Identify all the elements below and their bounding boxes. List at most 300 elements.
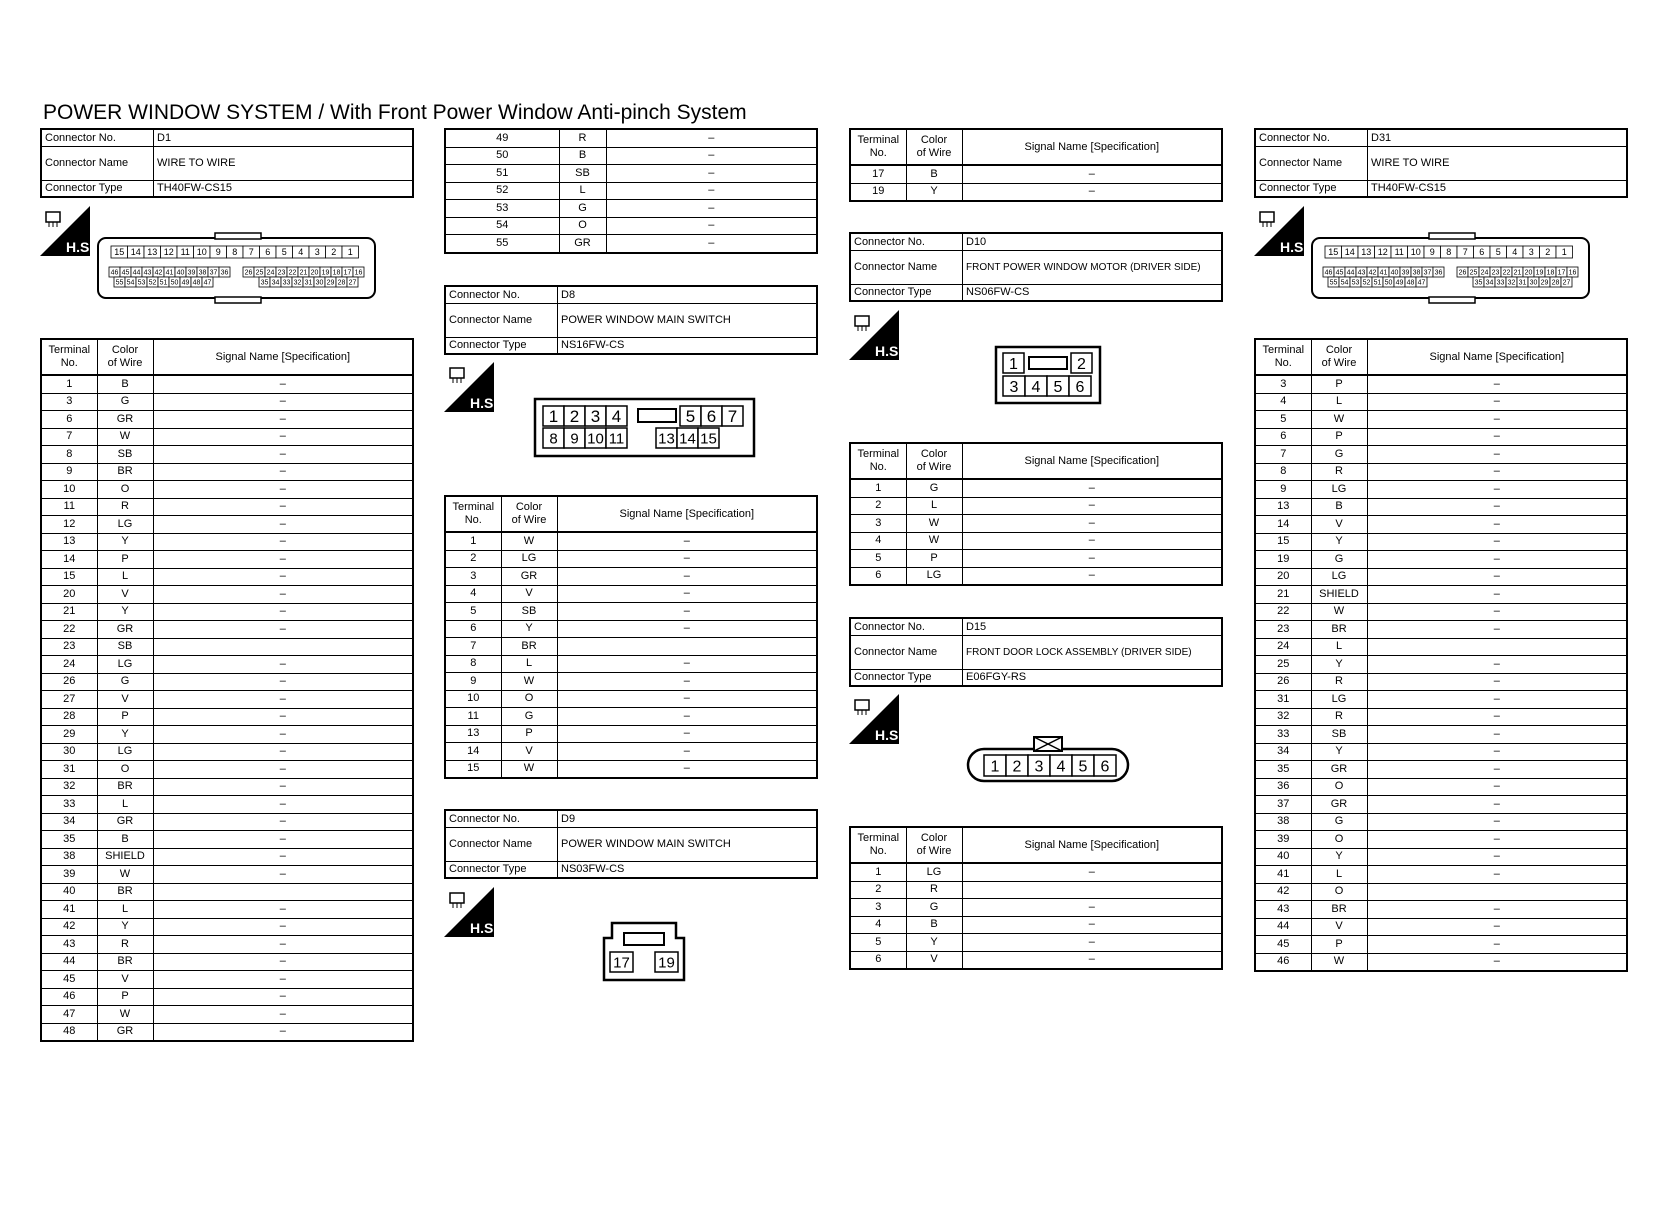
terminal-no-cell: 9 xyxy=(445,673,501,691)
pin-number: 44 xyxy=(1346,269,1355,277)
signal-name-cell: – xyxy=(1367,866,1627,884)
wire-color-cell: LG xyxy=(1311,568,1367,586)
terminal-no-cell: 17 xyxy=(850,165,906,183)
terminal-no-cell: 32 xyxy=(1255,708,1311,726)
wire-color-cell: Y xyxy=(1311,656,1367,674)
pin-number: 14 xyxy=(130,247,141,258)
pin-number: 14 xyxy=(1344,247,1355,258)
signal-name-cell: – xyxy=(962,567,1222,585)
pin-number: 29 xyxy=(326,279,335,287)
table-row xyxy=(41,726,413,744)
terminal-table-d10 xyxy=(849,442,1223,586)
header-terminal-no: Terminal No. xyxy=(850,129,906,165)
wire-color-cell: G xyxy=(1311,551,1367,569)
pin-number: 2 xyxy=(1077,355,1086,373)
table-row xyxy=(41,1023,413,1041)
wire-color-cell: Y xyxy=(1311,533,1367,551)
terminal-no-cell: 6 xyxy=(1255,428,1311,446)
table-row xyxy=(1255,918,1627,936)
terminal-no-cell: 24 xyxy=(1255,638,1311,656)
label-connector-no: Connector No. xyxy=(1255,129,1368,146)
terminal-no-cell: 48 xyxy=(41,1023,97,1041)
wire-color-cell: BR xyxy=(97,778,153,796)
pin-number: 29 xyxy=(1540,279,1549,287)
signal-name-cell: – xyxy=(153,848,413,866)
wire-color-cell: P xyxy=(1311,936,1367,954)
terminal-no-cell: 51 xyxy=(445,165,559,183)
pin-number: 54 xyxy=(126,279,135,287)
pin-number: 3 xyxy=(1009,378,1019,396)
table-row xyxy=(1255,813,1627,831)
table-row xyxy=(445,217,817,235)
terminal-no-cell: 7 xyxy=(445,638,501,656)
label-connector-no: Connector No. xyxy=(445,810,558,827)
signal-name-cell: – xyxy=(1367,796,1627,814)
terminal-table-d31 xyxy=(1254,338,1628,972)
wire-color-cell: Y xyxy=(97,726,153,744)
terminal-no-cell: 46 xyxy=(41,988,97,1006)
signal-name-cell: – xyxy=(557,603,817,621)
signal-name-cell: – xyxy=(557,532,817,550)
wire-color-cell: W xyxy=(906,515,962,533)
signal-name-cell: – xyxy=(962,899,1222,917)
terminal-no-cell: 34 xyxy=(41,813,97,831)
header-color-of-wire: Color of Wire xyxy=(906,443,962,479)
pin-number: 1 xyxy=(548,407,559,427)
signal-name-cell: – xyxy=(557,760,817,778)
label-connector-no: Connector No. xyxy=(41,129,154,146)
wire-color-cell: W xyxy=(97,866,153,884)
table-row xyxy=(1255,796,1627,814)
wire-color-cell: L xyxy=(97,568,153,586)
signal-name-cell: – xyxy=(1367,901,1627,919)
table-row xyxy=(1255,498,1627,516)
wire-color-cell: P xyxy=(906,550,962,568)
terminal-no-cell: 27 xyxy=(41,691,97,709)
pin-number: 17 xyxy=(613,954,630,972)
signal-name-cell: – xyxy=(606,217,817,235)
table-row xyxy=(445,743,817,761)
terminal-no-cell: 25 xyxy=(1255,656,1311,674)
pin-number: 11 xyxy=(180,247,190,258)
terminal-no-cell: 52 xyxy=(445,182,559,200)
pin-number: 1 xyxy=(1561,247,1567,258)
pin-number: 4 xyxy=(1031,378,1041,396)
d8-connector-face xyxy=(534,398,756,458)
signal-name-cell: – xyxy=(153,393,413,411)
table-row xyxy=(850,863,1222,881)
wire-color-cell: B xyxy=(97,831,153,849)
signal-name-cell: – xyxy=(153,446,413,464)
wire-color-cell: BR xyxy=(97,463,153,481)
signal-name-cell: – xyxy=(1367,551,1627,569)
pin-number: 5 xyxy=(1053,378,1063,396)
table-row xyxy=(445,235,817,253)
pin-number: 14 xyxy=(679,430,696,448)
pin-number: 48 xyxy=(192,279,201,287)
wire-color-cell: R xyxy=(906,881,962,899)
wire-color-cell: R xyxy=(1311,463,1367,481)
wire-color-cell: B xyxy=(906,916,962,934)
terminal-no-cell: 23 xyxy=(1255,621,1311,639)
pin-number: 55 xyxy=(1329,279,1338,287)
pin-number: 4 xyxy=(298,247,304,258)
d1-connector-face xyxy=(97,232,377,304)
header-color-of-wire: Color of Wire xyxy=(906,129,962,165)
terminal-no-cell: 8 xyxy=(41,446,97,464)
wire-color-cell: B xyxy=(559,147,606,165)
table-row xyxy=(1255,936,1627,954)
pin-number: 18 xyxy=(1546,269,1555,277)
label-connector-name: Connector Name xyxy=(445,303,558,337)
terminal-no-cell: 33 xyxy=(41,796,97,814)
terminal-no-cell: 1 xyxy=(445,532,501,550)
wire-color-cell: W xyxy=(1311,411,1367,429)
signal-name-cell: – xyxy=(153,796,413,814)
wire-color-cell: L xyxy=(559,182,606,200)
table-row xyxy=(850,567,1222,585)
table-header-row xyxy=(1255,339,1627,375)
wire-color-cell: GR xyxy=(97,621,153,639)
signal-name-cell: – xyxy=(1367,498,1627,516)
table-row xyxy=(41,673,413,691)
pin-number: 20 xyxy=(1524,269,1533,277)
signal-name-cell: – xyxy=(153,603,413,621)
terminal-no-cell: 10 xyxy=(41,481,97,499)
table-row xyxy=(445,550,817,568)
signal-name-cell: – xyxy=(1367,411,1627,429)
pin-number: 40 xyxy=(176,269,185,277)
signal-name-cell: – xyxy=(606,235,817,253)
terminal-no-cell: 1 xyxy=(850,863,906,881)
table-row xyxy=(445,690,817,708)
table-row xyxy=(445,603,817,621)
pin-number: 6 xyxy=(706,407,717,427)
pin-number: 22 xyxy=(1502,269,1511,277)
signal-name-cell: – xyxy=(1367,375,1627,393)
signal-name-cell: – xyxy=(962,550,1222,568)
terminal-no-cell: 4 xyxy=(850,916,906,934)
label-connector-no: Connector No. xyxy=(850,233,963,250)
pin-number: 13 xyxy=(658,430,675,448)
wire-color-cell: BR xyxy=(1311,621,1367,639)
wire-color-cell: G xyxy=(1311,813,1367,831)
label-connector-type: Connector Type xyxy=(445,337,558,354)
table-header-row xyxy=(850,443,1222,479)
signal-name-cell: – xyxy=(1367,743,1627,761)
signal-name-cell: – xyxy=(557,655,817,673)
wire-color-cell: LG xyxy=(97,516,153,534)
pin-number: 8 xyxy=(549,430,558,448)
signal-name-cell: – xyxy=(1367,761,1627,779)
pin-number: 54 xyxy=(1340,279,1349,287)
terminal-no-cell: 39 xyxy=(1255,831,1311,849)
header-terminal-no: Terminal No. xyxy=(850,443,906,479)
table-row xyxy=(41,901,413,919)
table-row xyxy=(850,899,1222,917)
wire-color-cell: BR xyxy=(97,953,153,971)
terminal-no-cell: 26 xyxy=(1255,673,1311,691)
connector-name-value: FRONT DOOR LOCK ASSEMBLY (DRIVER SIDE) xyxy=(963,635,1223,669)
label-connector-name: Connector Name xyxy=(1255,146,1368,180)
header-signal-name: Signal Name [Specification] xyxy=(557,496,817,532)
pin-number: 26 xyxy=(244,269,253,277)
signal-name-cell: – xyxy=(1367,726,1627,744)
table-row xyxy=(41,813,413,831)
signal-name-cell: – xyxy=(153,375,413,393)
signal-name-cell: – xyxy=(1367,831,1627,849)
pin-number: 52 xyxy=(1362,279,1371,287)
terminal-no-cell: 5 xyxy=(850,934,906,952)
wire-color-cell: G xyxy=(97,393,153,411)
signal-name-cell: – xyxy=(153,708,413,726)
signal-name-cell xyxy=(153,638,413,656)
signal-name-cell: – xyxy=(153,778,413,796)
pin-number: 5 xyxy=(685,407,696,427)
signal-name-cell: – xyxy=(962,497,1222,515)
terminal-no-cell: 38 xyxy=(1255,813,1311,831)
terminal-no-cell: 41 xyxy=(41,901,97,919)
hs-icon xyxy=(444,887,498,937)
pin-number: 30 xyxy=(1529,279,1538,287)
pin-number: 32 xyxy=(1507,279,1516,287)
terminal-no-cell: 26 xyxy=(41,673,97,691)
pin-number: 4 xyxy=(611,407,622,427)
wire-color-cell: V xyxy=(1311,918,1367,936)
table-header-row xyxy=(850,827,1222,863)
terminal-no-cell: 2 xyxy=(445,550,501,568)
table-row xyxy=(445,673,817,691)
table-row xyxy=(41,516,413,534)
table-row xyxy=(1255,708,1627,726)
d15-connector-face xyxy=(966,735,1130,785)
signal-name-cell: – xyxy=(1367,428,1627,446)
table-row xyxy=(1255,831,1627,849)
pin-number: 43 xyxy=(1357,269,1366,277)
pin-number: 46 xyxy=(110,269,119,277)
terminal-no-cell: 7 xyxy=(1255,446,1311,464)
pin-number: 9 xyxy=(570,430,579,448)
table-header-row xyxy=(445,496,817,532)
terminal-no-cell: 45 xyxy=(1255,936,1311,954)
wire-color-cell: G xyxy=(559,200,606,218)
hs-icon xyxy=(849,310,903,360)
pin-number: 21 xyxy=(299,269,308,277)
terminal-no-cell: 6 xyxy=(850,951,906,969)
wire-color-cell: GR xyxy=(501,568,557,586)
signal-name-cell: – xyxy=(557,743,817,761)
table-row xyxy=(41,1006,413,1024)
table-row xyxy=(1255,446,1627,464)
wire-color-cell: G xyxy=(97,673,153,691)
table-row xyxy=(41,708,413,726)
signal-name-cell: – xyxy=(606,165,817,183)
connector-type-value: TH40FW-CS15 xyxy=(1368,180,1628,197)
table-row xyxy=(41,656,413,674)
pin-number: 7 xyxy=(727,407,738,427)
connector-name-value: FRONT POWER WINDOW MOTOR (DRIVER SIDE) xyxy=(963,250,1223,284)
pin-number: 30 xyxy=(315,279,324,287)
connector-name-value: WIRE TO WIRE xyxy=(154,146,414,180)
pin-number: 50 xyxy=(170,279,179,287)
table-row xyxy=(445,532,817,550)
terminal-no-cell: 5 xyxy=(445,603,501,621)
pin-number: 35 xyxy=(1474,279,1483,287)
signal-name-cell: – xyxy=(962,863,1222,881)
pin-number: 31 xyxy=(1518,279,1527,287)
connector-info-d9 xyxy=(444,809,818,879)
terminal-no-cell: 36 xyxy=(1255,778,1311,796)
pin-number: 24 xyxy=(1480,269,1489,277)
signal-name-cell: – xyxy=(962,183,1222,201)
wire-color-cell: GR xyxy=(1311,796,1367,814)
table-row xyxy=(1255,603,1627,621)
wire-color-cell: O xyxy=(1311,778,1367,796)
wire-color-cell: LG xyxy=(1311,691,1367,709)
terminal-no-cell: 1 xyxy=(41,375,97,393)
terminal-no-cell: 8 xyxy=(1255,463,1311,481)
wire-color-cell: GR xyxy=(559,235,606,253)
hs-label: H.S. xyxy=(1280,239,1308,255)
terminal-no-cell: 33 xyxy=(1255,726,1311,744)
wire-color-cell: W xyxy=(97,1006,153,1024)
header-color-of-wire: Color of Wire xyxy=(1311,339,1367,375)
wire-color-cell: GR xyxy=(97,1023,153,1041)
pin-number: 2 xyxy=(569,407,580,427)
pin-number: 55 xyxy=(115,279,124,287)
table-row xyxy=(850,532,1222,550)
wire-color-cell: O xyxy=(1311,883,1367,901)
label-connector-name: Connector Name xyxy=(41,146,154,180)
signal-name-cell: – xyxy=(153,568,413,586)
signal-name-cell: – xyxy=(557,585,817,603)
table-row xyxy=(1255,673,1627,691)
pin-number: 45 xyxy=(121,269,130,277)
table-row xyxy=(850,916,1222,934)
hs-label: H.S. xyxy=(470,395,498,411)
table-row xyxy=(1255,621,1627,639)
table-row xyxy=(850,951,1222,969)
terminal-no-cell: 1 xyxy=(850,479,906,497)
header-signal-name: Signal Name [Specification] xyxy=(962,827,1222,863)
page-title: POWER WINDOW SYSTEM / With Front Power Window Anti-pinch System xyxy=(43,101,747,124)
terminal-no-cell: 7 xyxy=(41,428,97,446)
pin-number: 2 xyxy=(1012,758,1022,776)
hs-label: H.S. xyxy=(66,239,94,255)
hs-icon xyxy=(444,362,498,412)
pin-number: 23 xyxy=(277,269,286,277)
wire-color-cell: Y xyxy=(97,603,153,621)
pin-number: 3 xyxy=(1528,247,1534,258)
table-row xyxy=(41,551,413,569)
signal-name-cell: – xyxy=(962,951,1222,969)
terminal-no-cell: 44 xyxy=(1255,918,1311,936)
pin-number: 22 xyxy=(288,269,297,277)
table-row xyxy=(850,881,1222,899)
pin-number: 47 xyxy=(203,279,212,287)
terminal-table-d8 xyxy=(444,495,818,779)
wire-color-cell: GR xyxy=(97,411,153,429)
wire-color-cell: G xyxy=(501,708,557,726)
terminal-no-cell: 43 xyxy=(41,936,97,954)
pin-number: 16 xyxy=(354,269,363,277)
terminal-no-cell: 5 xyxy=(1255,411,1311,429)
terminal-no-cell: 44 xyxy=(41,953,97,971)
signal-name-cell: – xyxy=(1367,848,1627,866)
pin-number: 49 xyxy=(181,279,190,287)
signal-name-cell: – xyxy=(962,479,1222,497)
terminal-no-cell: 54 xyxy=(445,217,559,235)
pin-number: 1 xyxy=(1009,355,1018,373)
connector-info-d31 xyxy=(1254,128,1628,198)
signal-name-cell: – xyxy=(153,656,413,674)
wire-color-cell: V xyxy=(97,691,153,709)
signal-name-cell: – xyxy=(1367,936,1627,954)
signal-name-cell: – xyxy=(153,813,413,831)
header-signal-name: Signal Name [Specification] xyxy=(962,443,1222,479)
table-row xyxy=(1255,691,1627,709)
table-row xyxy=(41,971,413,989)
terminal-no-cell: 3 xyxy=(1255,375,1311,393)
signal-name-cell: – xyxy=(1367,778,1627,796)
wire-color-cell: LG xyxy=(97,743,153,761)
wire-color-cell: R xyxy=(97,936,153,954)
label-connector-type: Connector Type xyxy=(1255,180,1368,197)
table-row xyxy=(850,479,1222,497)
wire-color-cell: L xyxy=(97,796,153,814)
label-connector-type: Connector Type xyxy=(850,284,963,301)
wire-color-cell: Y xyxy=(97,533,153,551)
header-color-of-wire: Color of Wire xyxy=(501,496,557,532)
pin-number: 7 xyxy=(1462,247,1468,258)
pin-number: 20 xyxy=(310,269,319,277)
header-terminal-no: Terminal No. xyxy=(1255,339,1311,375)
wire-color-cell: V xyxy=(906,951,962,969)
pin-number: 53 xyxy=(1351,279,1360,287)
pin-number: 39 xyxy=(187,269,196,277)
terminal-no-cell: 6 xyxy=(41,411,97,429)
signal-name-cell: – xyxy=(153,428,413,446)
terminal-no-cell: 13 xyxy=(1255,498,1311,516)
terminal-no-cell: 21 xyxy=(1255,586,1311,604)
table-row xyxy=(41,831,413,849)
hs-label: H.S. xyxy=(470,920,498,936)
wire-color-cell: SB xyxy=(97,638,153,656)
wire-color-cell: P xyxy=(1311,428,1367,446)
terminal-no-cell: 15 xyxy=(1255,533,1311,551)
pin-number: 3 xyxy=(1034,758,1044,776)
signal-name-cell: – xyxy=(1367,691,1627,709)
signal-name-cell: – xyxy=(153,743,413,761)
signal-name-cell: – xyxy=(153,866,413,884)
table-row xyxy=(1255,516,1627,534)
terminal-no-cell: 32 xyxy=(41,778,97,796)
signal-name-cell: – xyxy=(1367,813,1627,831)
table-row xyxy=(1255,761,1627,779)
terminal-no-cell: 9 xyxy=(1255,481,1311,499)
pin-number: 53 xyxy=(137,279,146,287)
wire-color-cell: B xyxy=(906,165,962,183)
signal-name-cell: – xyxy=(962,515,1222,533)
pin-number: 5 xyxy=(1495,247,1501,258)
wire-color-cell: LG xyxy=(1311,481,1367,499)
table-header-row xyxy=(850,129,1222,165)
signal-name-cell: – xyxy=(153,533,413,551)
pin-number: 39 xyxy=(1401,269,1410,277)
wire-color-cell: GR xyxy=(1311,761,1367,779)
signal-name-cell: – xyxy=(1367,673,1627,691)
connector-name-value: POWER WINDOW MAIN SWITCH xyxy=(558,303,818,337)
